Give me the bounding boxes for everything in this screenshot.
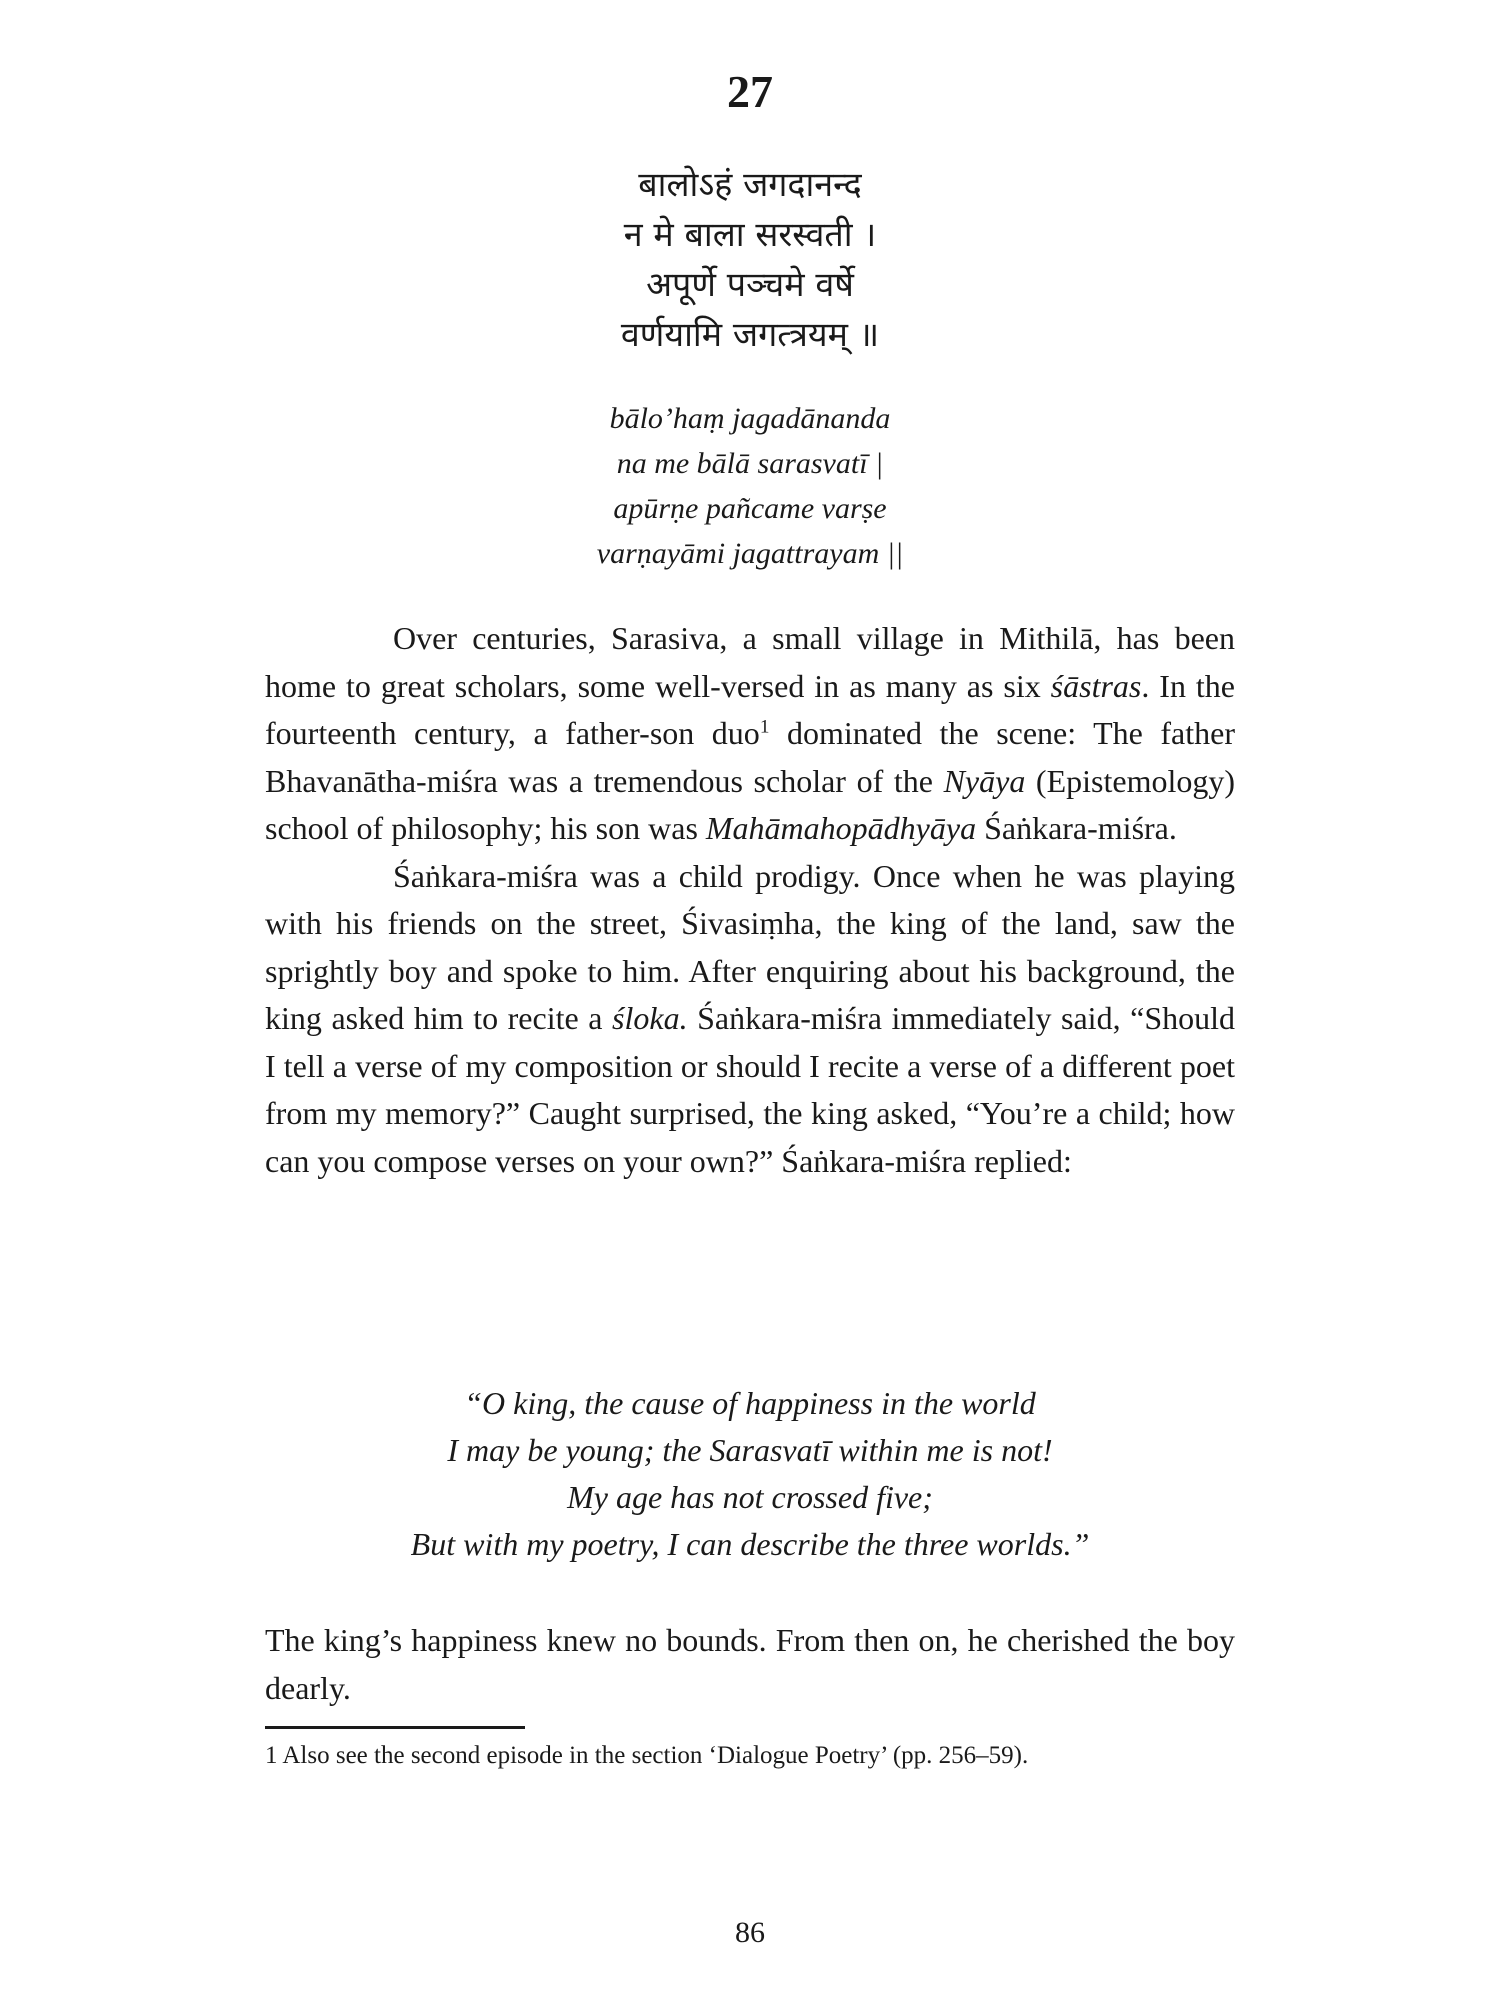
sanskrit-verse <box>0 160 1500 360</box>
transliteration-line: varṇayāmi jagattrayam || <box>596 537 904 570</box>
paragraph-2-text: Śaṅkara-miśra was a child prodigy. Once when he was playing with his friends on the street, Śivasiṃha, the king of the land, saw the sprightly boy and spoke to him. After enquiring about his background, the king asked him to recite a <box>265 857 1235 1036</box>
sanskrit-verse-line: न मे बाला सरस्वती । <box>623 215 877 255</box>
verse-translation-line: I may be young; the Sarasvatī within me is not! <box>447 1432 1053 1468</box>
paragraph-1 <box>265 615 1235 853</box>
verse-translation-line: But with my poetry, I can describe the three worlds.” <box>410 1526 1090 1562</box>
paragraph-1-text: . In the fourteenth century, a father-son duo <box>265 667 1236 751</box>
paragraph-1-text: Śaṅkara-miśra. <box>976 810 1177 846</box>
paragraph-3: The king’s happiness knew no bounds. From then on, he cherished the boy dearly. <box>265 1622 1235 1706</box>
sanskrit-verse-line: बालोऽहं जगदानन्द <box>638 165 862 205</box>
paragraph-1-text: Over centuries, Sarasiva, a small village in Mithilā, has been home to great scholars, some well-versed in as many as six <box>265 620 1235 704</box>
sanskrit-verse-line: वर्णयामि जगत्त्रयम् ॥ <box>620 315 880 355</box>
term-sastras: śāstras <box>1050 667 1142 704</box>
verse-translation <box>0 1380 1500 1568</box>
transliteration-line: bālo’haṃ jagadānanda <box>609 402 891 435</box>
paragraph-1-text: dominated the scene: The father Bhavanātha-miśra was a tremendous scholar of the <box>265 715 1236 799</box>
closing-text <box>265 1617 1235 1712</box>
term-sloka: śloka. <box>612 1000 688 1036</box>
chapter-number: 27 <box>727 66 773 117</box>
term-nyaya: Nyāya <box>943 762 1026 799</box>
paragraph-2-text: Śaṅkara-miśra immediately said, “Should I tell a verse of my composition or should I recite a verse of a different poet from my memory?” Caught surprised, the king asked, “You’re a child; how can you compose verses on your own?” Śaṅkara-miśra replied: <box>265 1000 1236 1179</box>
footnote-divider <box>265 1726 525 1729</box>
page-number: 86 <box>735 1916 765 1949</box>
transliteration-line: na me bālā sarasvatī | <box>616 447 884 480</box>
verse-translation-line: “O king, the cause of happiness in the world <box>464 1385 1036 1421</box>
paragraph-1-text: (Epistemology) school of philosophy; his son was <box>265 762 1236 846</box>
transliteration <box>0 396 1500 576</box>
transliteration-line: apūrṇe pañcame varṣe <box>613 492 887 525</box>
term-mahamahopadhyaya: Mahāmahopādhyāya <box>705 810 977 846</box>
verse-translation-line: My age has not crossed five; <box>567 1479 933 1515</box>
paragraph-2 <box>265 853 1235 1186</box>
main-text <box>265 615 1235 1185</box>
sanskrit-verse-line: अपूर्णे पञ्चमे वर्षे <box>646 265 854 305</box>
footnote-reference[interactable]: 1 <box>759 716 770 738</box>
footnote: 1 Also see the second episode in the section ‘Dialogue Poetry’ (pp. 256–59). <box>265 1742 1029 1769</box>
